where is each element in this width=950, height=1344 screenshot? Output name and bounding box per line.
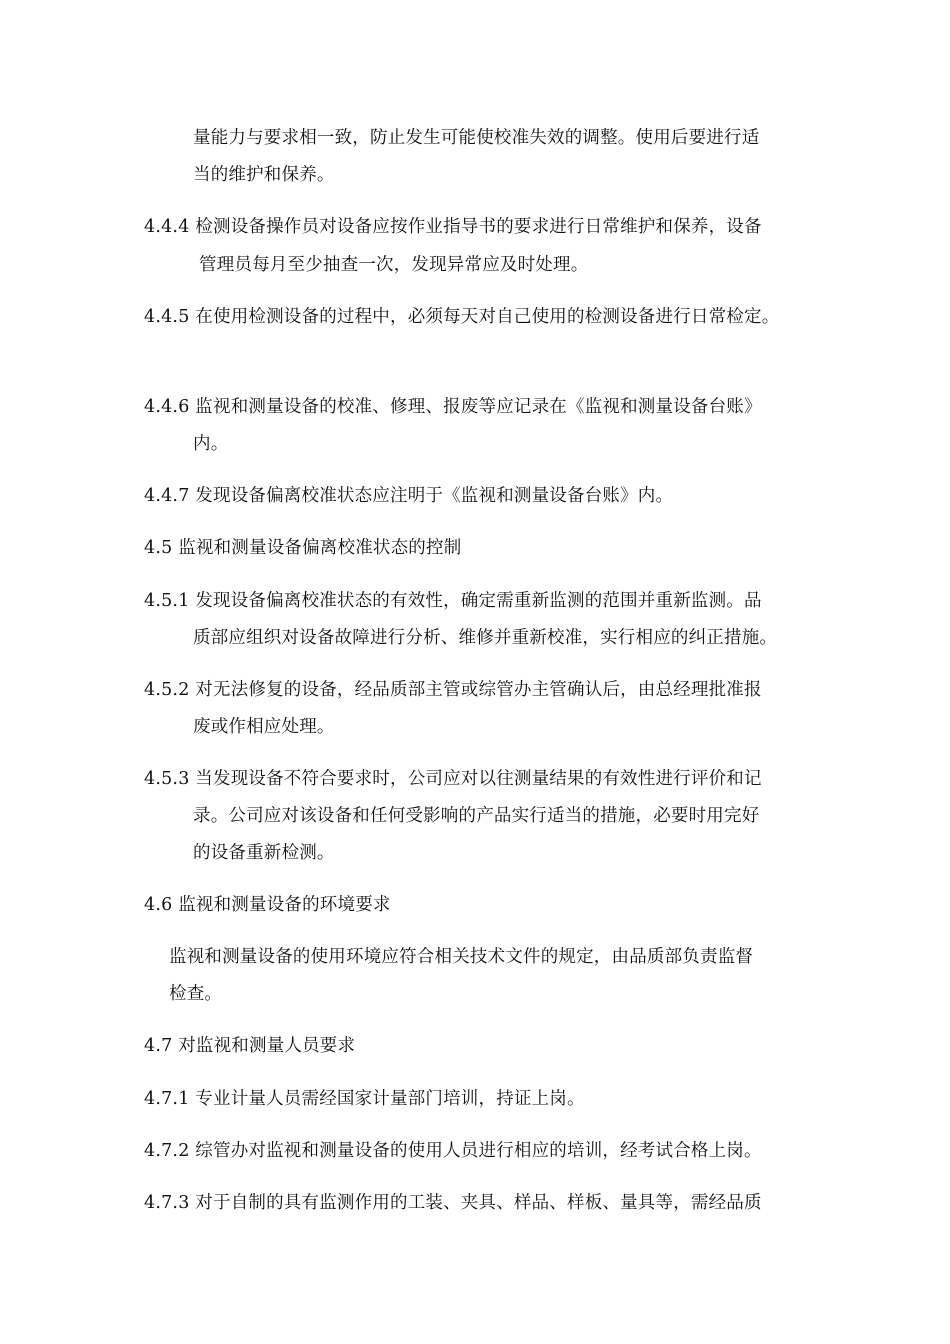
text-line: 废或作相应处理。 <box>193 717 335 737</box>
text-line: 4.5.3 当发现设备不符合要求时，公司应对以往测量结果的有效性进行评价和记 <box>144 769 762 789</box>
section-heading: 4.5 监视和测量设备偏离校准状态的控制 <box>144 538 462 558</box>
text-line: 4.5.1 发现设备偏离校准状态的有效性，确定需重新监测的范围并重新监测。品 <box>144 591 762 611</box>
text-line: 4.5.2 对无法修复的设备，经品质部主管或综管办主管确认后，由总经理批准报 <box>144 680 762 700</box>
text-line: 4.4.5 在使用检测设备的过程中，必须每天对自己使用的检测设备进行日常检定。 <box>144 307 780 327</box>
text-line: 当的维护和保养。 <box>193 165 335 185</box>
section-heading: 4.6 监视和测量设备的环境要求 <box>144 895 391 915</box>
text-line: 录。公司应对该设备和任何受影响的产品实行适当的措施，必要时用完好 <box>193 806 760 826</box>
text-line: 量能力与要求相一致，防止发生可能使校准失效的调整。使用后要进行适 <box>193 128 760 148</box>
text-line: 4.7.1 专业计量人员需经国家计量部门培训，持证上岗。 <box>144 1089 585 1109</box>
text-line: 的设备重新检测。 <box>193 843 335 863</box>
text-line: 4.4.4 检测设备操作员对设备应按作业指导书的要求进行日常维护和保养，设备 <box>144 217 762 237</box>
text-line: 4.4.6 监视和测量设备的校准、修理、报废等应记录在《监视和测量设备台账》 <box>144 397 762 417</box>
text-line: 内。 <box>193 434 229 454</box>
text-line: 管理员每月至少抽查一次，发现异常应及时处理。 <box>199 255 589 275</box>
text-line: 4.4.7 发现设备偏离校准状态应注明于《监视和测量设备台账》内。 <box>144 486 674 506</box>
text-line: 检查。 <box>169 984 223 1004</box>
text-line: 监视和测量设备的使用环境应符合相关技术文件的规定，由品质部负责监督 <box>169 947 754 967</box>
text-line: 4.7.3 对于自制的具有监测作用的工装、夹具、样品、样板、量具等，需经品质 <box>144 1193 762 1213</box>
text-line: 4.7.2 综管办对监视和测量设备的使用人员进行相应的培训，经考试合格上岗。 <box>144 1141 762 1161</box>
text-line: 质部应组织对设备故障进行分析、维修并重新校准，实行相应的纠正措施。 <box>193 628 778 648</box>
section-heading: 4.7 对监视和测量人员要求 <box>144 1036 356 1056</box>
